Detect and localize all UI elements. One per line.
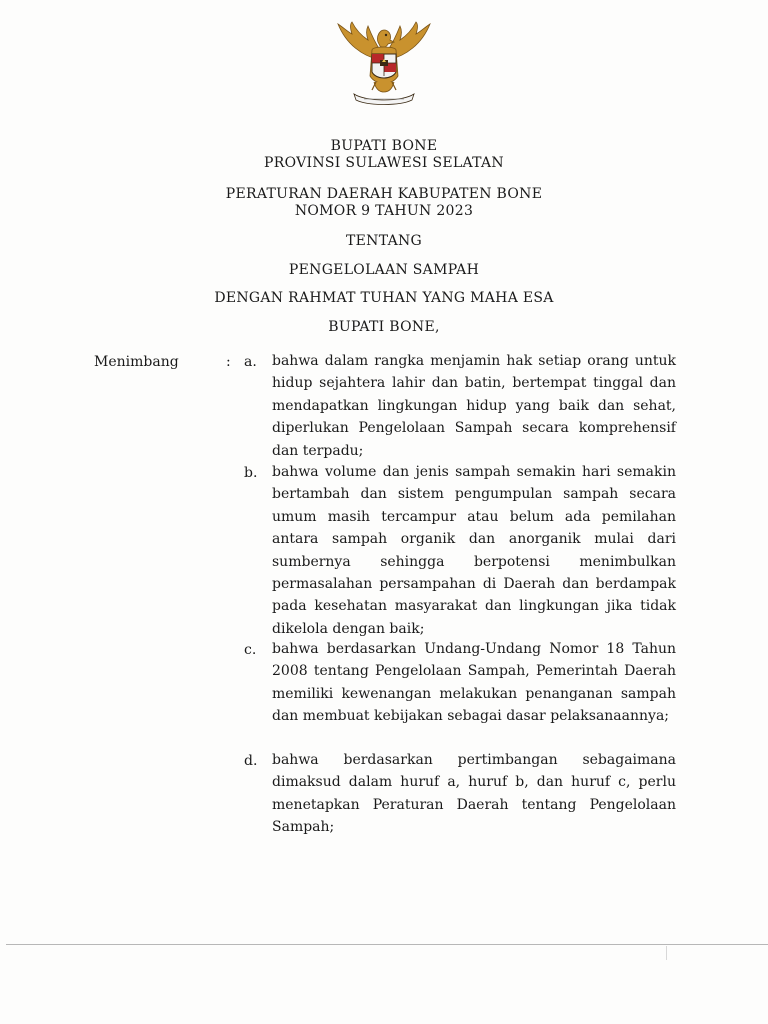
- garuda-emblem-icon: [332, 20, 436, 106]
- item-letter-c: c.: [244, 642, 257, 658]
- regulation-number: NOMOR 9 TAHUN 2023: [294, 203, 474, 219]
- considering-item-d: bahwa berdasarkan pertimbangan sebagaimana dimaksud dalam huruf a, huruf b, dan huruf c, perlu menetapkan Peraturan Daerah tentang Pengelolaan Sampah;: [272, 752, 676, 836]
- considering-item-b: bahwa volume dan jenis sampah semakin hari semakin bertambah dan sistem pengumpulan sampah secara umum masih tercampur atau belum ada pemilahan antara sampah organik dan anorganik mulai dari sumbernya sehingga berpotensi menimbulkan permasalahan persampahan di Daerah dan berdampak pada kesehatan masyarakat dan lingkungan jika tidak dikelola dengan baik;: [272, 464, 676, 637]
- considering-item-c: bahwa berdasarkan Undang-Undang Nomor 18 Tahun 2008 tentang Pengelolaan Sampah, Pemerintah Daerah memiliki kewenangan melakukan penanganan sampah dan membuat kebijakan sebagai dasar pelaksanaannya;: [272, 641, 676, 725]
- item-letter-d: d.: [244, 753, 258, 769]
- about-heading: TENTANG: [345, 233, 423, 249]
- regulation-title: PERATURAN DAERAH KABUPATEN BONE: [225, 186, 543, 202]
- invocation-line: DENGAN RAHMAT TUHAN YANG MAHA ESA: [214, 290, 554, 306]
- page-bottom-tick: [666, 946, 667, 960]
- item-letter-a: a.: [244, 354, 257, 370]
- regent-title: BUPATI BONE: [330, 138, 438, 154]
- regulation-subject: PENGELOLAAN SAMPAH: [288, 262, 480, 278]
- considering-colon: :: [226, 354, 231, 370]
- regent-signoff: BUPATI BONE,: [328, 319, 440, 335]
- province-title: PROVINSI SULAWESI SELATAN: [264, 155, 504, 171]
- considering-item-a: bahwa dalam rangka menjamin hak setiap orang untuk hidup sejahtera lahir dan batin, bertempat tinggal dan mendapatkan lingkungan hidup yang baik dan sehat, diperlukan Pengelolaan Sampah secara komprehensif dan terpadu;: [272, 353, 676, 459]
- item-letter-b: b.: [244, 465, 258, 481]
- page-bottom-rule: [6, 944, 768, 945]
- considering-label: Menimbang: [94, 354, 179, 370]
